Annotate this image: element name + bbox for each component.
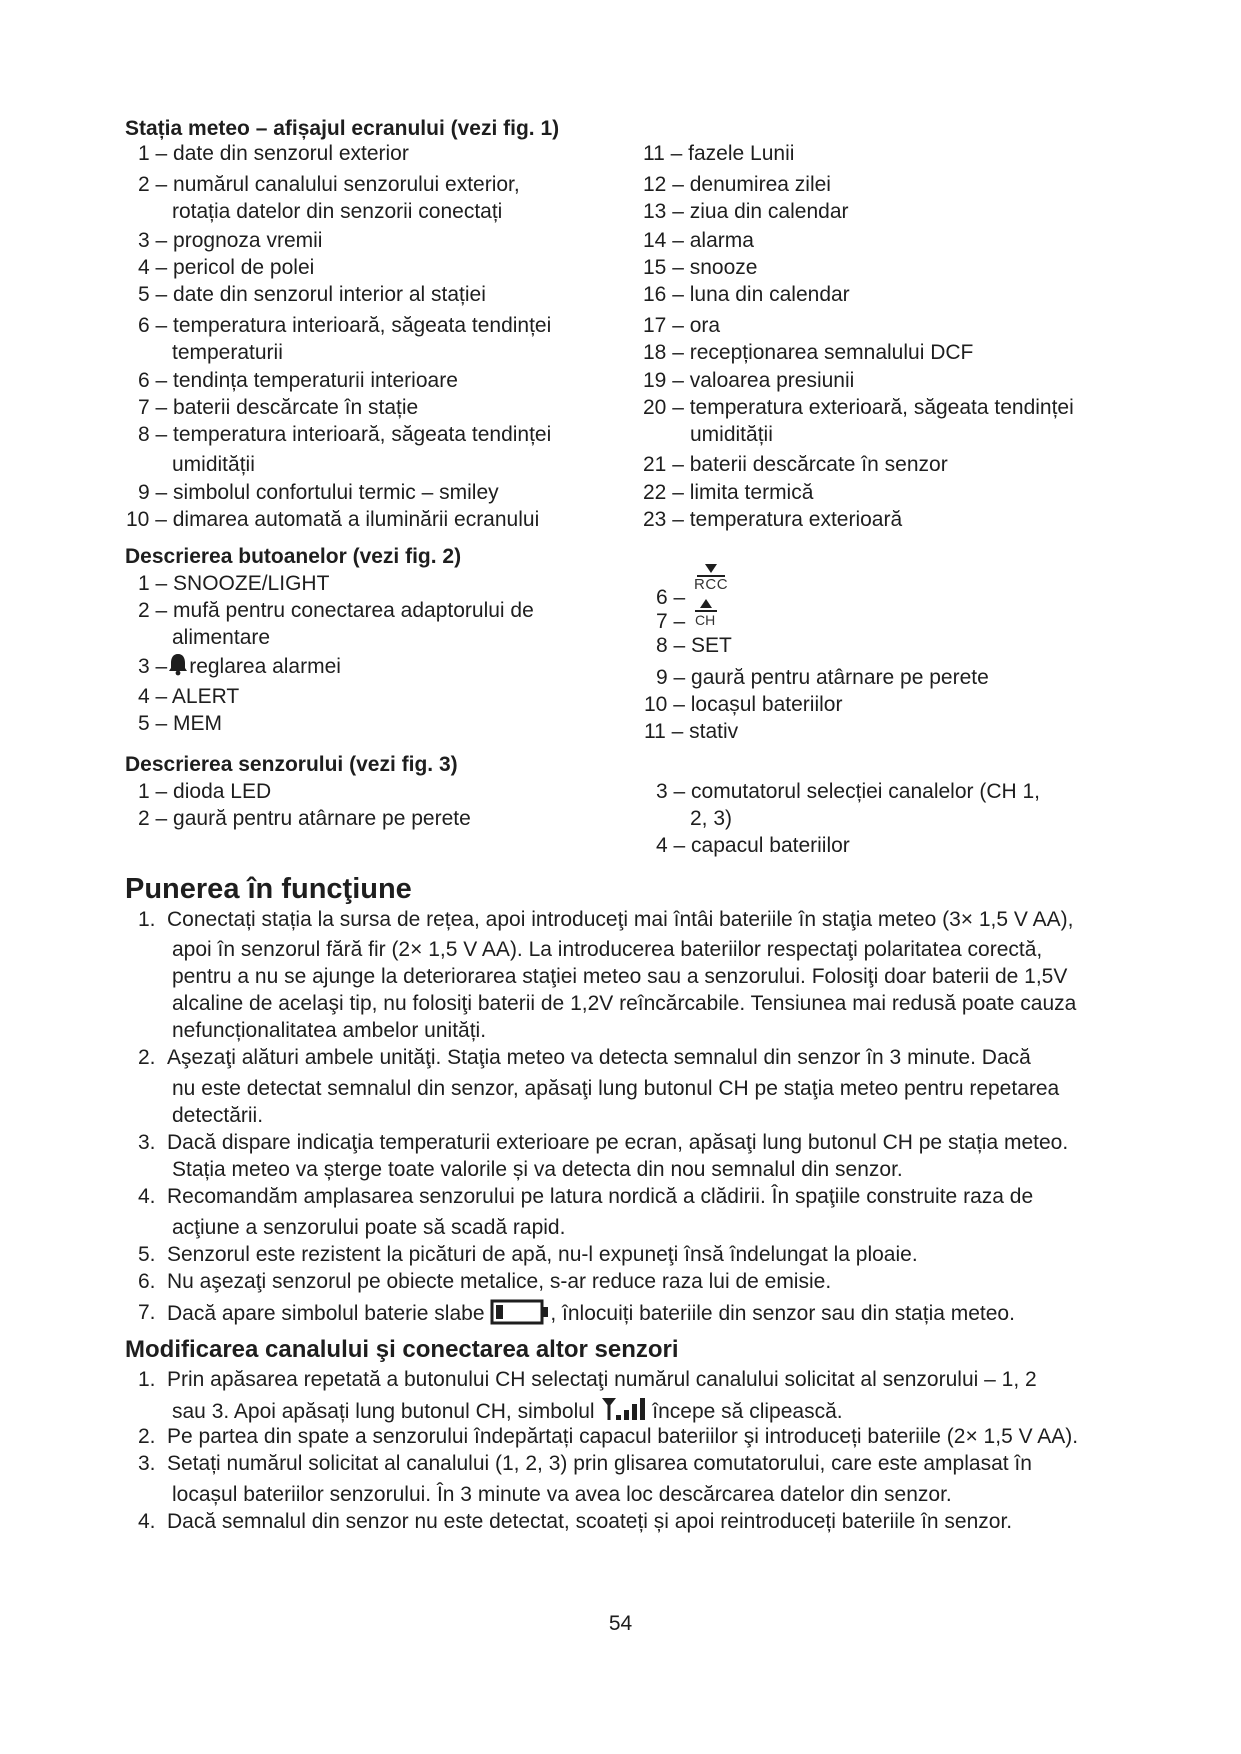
list-item-continuation: umidității bbox=[172, 453, 255, 476]
list-number: 3. bbox=[138, 1452, 156, 1475]
list-item: 11 – stativ bbox=[644, 720, 739, 743]
list-number: 2. bbox=[138, 1046, 156, 1069]
list-item: 3 – reglarea alarmei bbox=[138, 652, 341, 683]
list-item: 23 – temperatura exterioară bbox=[643, 508, 903, 531]
paragraph-line: nefuncționalitatea ambelor unități. bbox=[172, 1019, 487, 1042]
paragraph-line: pentru a nu se ajunge la deteriorarea staţiei meteo sau a senzorului. Folosiţi doar baterii de 1,5V bbox=[172, 965, 1068, 988]
paragraph-line: Conectați stația la sursa de rețea, apoi introduceţi mai întâi bateriile în staţia meteo (3× 1,5 V AA), bbox=[167, 908, 1074, 931]
list-number: 5. bbox=[138, 1243, 156, 1266]
list-item-continuation: rotația datelor din senzorii conectați bbox=[172, 200, 503, 223]
list-item: 4 – ALERT bbox=[138, 685, 240, 708]
startup-heading: Punerea în funcţiune bbox=[125, 873, 412, 905]
list-item: 12 – denumirea zilei bbox=[643, 173, 831, 196]
paragraph-line: Setați numărul solicitat al canalului (1, 2, 3) prin glisarea comutatorului, care este amplasat în bbox=[167, 1452, 1032, 1475]
sensor-heading: Descrierea senzorului (vezi fig. 3) bbox=[125, 753, 458, 776]
paragraph-line: acţiune a senzorului poate să scadă rapid. bbox=[172, 1216, 566, 1239]
paragraph-line: Stația meteo va șterge toate valorile și va detecta din nou semnalul din senzor. bbox=[172, 1158, 903, 1181]
list-item: 7 – baterii descărcate în stație bbox=[138, 396, 419, 419]
paragraph-line: Prin apăsarea repetată a butonului CH selectaţi numărul canalului solicitat al senzorului – 1, 2 bbox=[167, 1368, 1037, 1391]
paragraph-line: Pe partea din spate a senzorului îndepărtați capacul bateriilor şi introduceți bateriile (2× 1,5 V AA). bbox=[167, 1425, 1079, 1448]
low-battery-icon bbox=[490, 1299, 550, 1332]
paragraph-line: Recomandăm amplasarea senzorului pe latura nordică a clădirii. În spaţiile construite raza de bbox=[167, 1185, 1034, 1208]
paragraph-line: sau 3. Apoi apăsați lung butonul CH, simbolul începe să clipească. bbox=[172, 1396, 843, 1429]
list-item-continuation: 2, 3) bbox=[690, 807, 733, 830]
page-number: 54 bbox=[608, 1612, 633, 1635]
list-number: 1. bbox=[138, 1368, 156, 1391]
list-item: 10 – dimarea automată a iluminării ecranului bbox=[126, 508, 540, 531]
paragraph-line: Dacă dispare indicaţia temperaturii exterioare pe ecran, apăsaţi lung butonul CH pe stația meteo. bbox=[167, 1131, 1069, 1154]
list-item: 11 – fazele Lunii bbox=[643, 142, 795, 165]
list-item: 7 – CH bbox=[656, 604, 721, 638]
list-number: 2. bbox=[138, 1425, 156, 1448]
list-number: 7. bbox=[138, 1301, 156, 1324]
list-item: 2 – mufă pentru conectarea adaptorului de bbox=[138, 599, 534, 622]
list-item: 4 – capacul bateriilor bbox=[656, 834, 850, 857]
list-item: 9 – gaură pentru atârnare pe perete bbox=[656, 666, 989, 689]
list-item: 2 – numărul canalului senzorului exterior, bbox=[138, 173, 520, 196]
list-item: 1 – SNOOZE/LIGHT bbox=[138, 572, 330, 595]
paragraph-line: Nu aşezaţi senzorul pe obiecte metalice, s-ar reduce raza lui de emisie. bbox=[167, 1270, 832, 1293]
list-number: 4. bbox=[138, 1185, 156, 1208]
paragraph-line: apoi în senzorul fără fir (2× 1,5 V AA). La introducerea bateriilor respectaţi polaritatea corectă, bbox=[172, 938, 1043, 961]
list-item: 19 – valoarea presiunii bbox=[643, 369, 855, 392]
list-item-continuation: temperaturii bbox=[172, 341, 283, 364]
list-item: 17 – ora bbox=[643, 314, 721, 337]
paragraph-line: detectării. bbox=[172, 1104, 264, 1127]
list-number: 6. bbox=[138, 1270, 156, 1293]
list-item: 16 – luna din calendar bbox=[643, 283, 850, 306]
list-item: 2 – gaură pentru atârnare pe perete bbox=[138, 807, 471, 830]
list-item: 3 – comutatorul selecției canalelor (CH 1, bbox=[656, 780, 1041, 803]
paragraph-line: Aşezaţi alături ambele unităţi. Staţia meteo va detecta semnalul din senzor în 3 minute. Dacă bbox=[167, 1046, 1031, 1069]
list-number: 1. bbox=[138, 908, 156, 931]
list-item: 4 – pericol de polei bbox=[138, 256, 315, 279]
buttons-heading: Descrierea butoanelor (vezi fig. 2) bbox=[125, 545, 462, 568]
list-item: 6 – RCC bbox=[656, 576, 731, 618]
station-display-heading: Stația meteo – afișajul ecranului (vezi fig. 1) bbox=[125, 117, 560, 140]
list-item: 3 – prognoza vremii bbox=[138, 229, 323, 252]
up-arrow-ch-icon: CH bbox=[691, 604, 721, 638]
list-item: 5 – MEM bbox=[138, 712, 223, 735]
list-item: 8 – temperatura interioară, săgeata tendinței bbox=[138, 423, 552, 446]
list-item: 18 – recepționarea semnalului DCF bbox=[643, 341, 974, 364]
list-item: 14 – alarma bbox=[643, 229, 754, 252]
list-item-continuation: alimentare bbox=[172, 626, 271, 649]
list-item: 15 – snooze bbox=[643, 256, 758, 279]
channel-heading: Modificarea canalului şi conectarea altor senzori bbox=[125, 1336, 679, 1363]
list-item: 1 – dioda LED bbox=[138, 780, 272, 803]
list-item: 10 – locașul bateriilor bbox=[644, 693, 843, 716]
list-item: 9 – simbolul confortului termic – smiley bbox=[138, 481, 499, 504]
list-item-continuation: umidității bbox=[690, 423, 773, 446]
bell-icon bbox=[167, 652, 189, 683]
list-item: 13 – ziua din calendar bbox=[643, 200, 849, 223]
list-item: 5 – date din senzorul interior al stației bbox=[138, 283, 486, 306]
down-arrow-rcc-icon: RCC bbox=[691, 576, 731, 618]
list-item: 21 – baterii descărcate în senzor bbox=[643, 453, 948, 476]
list-number: 4. bbox=[138, 1510, 156, 1533]
list-item: 6 – temperatura interioară, săgeata tendinței bbox=[138, 314, 552, 337]
paragraph-line: Dacă semnalul din senzor nu este detectat, scoateți și apoi reintroduceți bateriile în senzor. bbox=[167, 1510, 1013, 1533]
list-item: 22 – limita termică bbox=[643, 481, 814, 504]
paragraph-line: Senzorul este rezistent la picături de apă, nu-l expuneţi însă îndelungat la ploaie. bbox=[167, 1243, 918, 1266]
list-item: 8 – SET bbox=[656, 634, 732, 657]
paragraph-line: alcaline de acelaşi tip, nu folosiţi baterii de 1,2V reîncărcabile. Tensiunea mai redusă poate cauza bbox=[172, 992, 1077, 1015]
paragraph-line: locașul bateriilor senzorului. În 3 minute va avea loc descărcarea datelor din senzor. bbox=[172, 1483, 952, 1506]
list-item: 20 – temperatura exterioară, săgeata tendinței bbox=[643, 396, 1074, 419]
list-number: 3. bbox=[138, 1131, 156, 1154]
list-item: 6 – tendința temperaturii interioare bbox=[138, 369, 458, 392]
list-item: 1 – date din senzorul exterior bbox=[138, 142, 409, 165]
paragraph-line: Dacă apare simbolul baterie slabe , înlocuiți bateriile din senzor sau din stația meteo. bbox=[167, 1299, 1015, 1332]
paragraph-line: nu este detectat semnalul din senzor, apăsaţi lung butonul CH pe staţia meteo pentru repetarea bbox=[172, 1077, 1060, 1100]
